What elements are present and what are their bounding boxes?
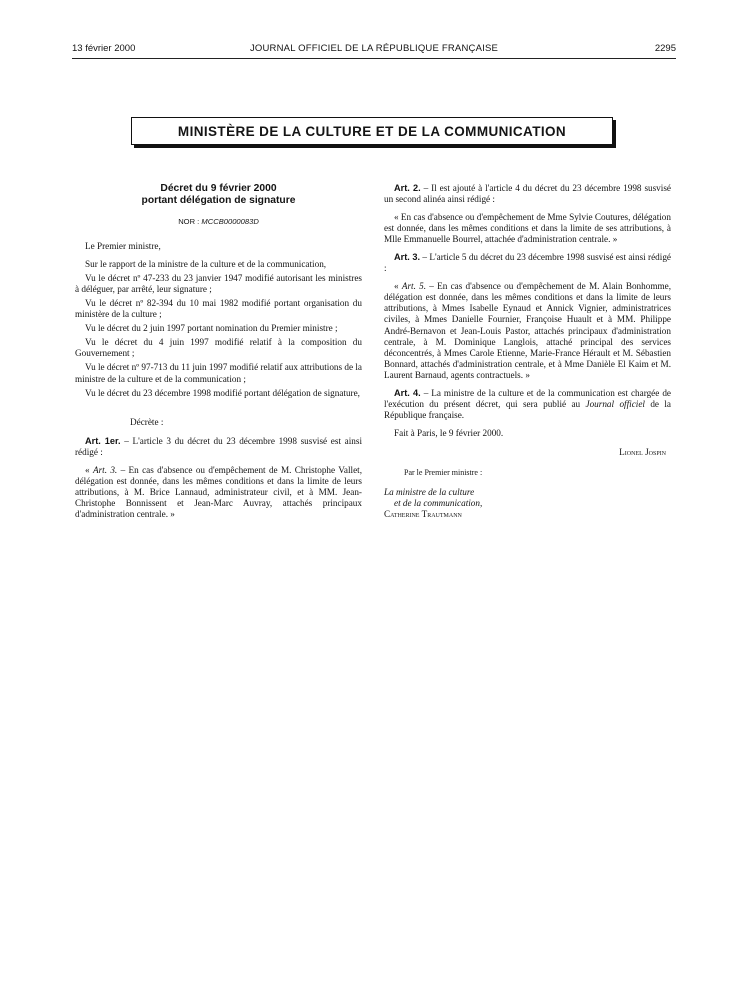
header-date: 13 février 2000 [72,43,136,54]
visa-item: Vu le décret nº 97-713 du 11 juin 1997 modifié relatif aux attributions de la ministre de la culture et de la communication ; [75,362,363,384]
intro-text: Le Premier ministre, [85,241,161,252]
right-column [384,183,671,520]
nor-label: NOR : [178,217,202,226]
article-2 [384,183,671,205]
decree-title-line2: portant délégation de signature [141,195,296,206]
article-3-label: Art. 3. [394,252,421,263]
quote-open: « [85,464,93,475]
decree-title [75,183,362,207]
header-rule [72,58,676,59]
left-column [75,183,362,520]
visa-item: Vu le décret du 23 décembre 1998 modifié portant délégation de signature, [85,387,360,398]
article-4-text: – La ministre de la culture et de la communication est chargée de l'exécution du présent décret, qui sera publié au [384,387,671,409]
quote-text: – En cas d'absence ou d'empêchement de M. Christophe Vallet, délégation est donnée, dans les mêmes conditions et dans la limite de leurs attributions, à M. Brice Lannaud, administrateur civil, et à MM. Jean-Christophe Bonnissent et Jean-Marc Auvray, attachés principaux d'administration centrale. » [75,464,363,519]
ministry-heading: MINISTÈRE DE LA CULTURE ET DE LA COMMUNICATION [131,117,613,145]
quote-open: « [394,281,402,292]
article-4-label: Art. 4. [394,387,421,398]
nor-reference [75,216,362,227]
decree-title-line1: Décret du 9 février 2000 [160,183,277,194]
minister-name: Catherine Trautmann [384,509,462,520]
article-3-text: – L'article 5 du décret du 23 décembre 1998 susvisé est ainsi rédigé : [384,252,671,274]
minister-title-line2: et de la communication, [394,498,483,509]
article-4-text-end: de la République française. [384,398,672,420]
minister-title-line1: La ministre de la culture [384,487,475,498]
visa-item: Vu le décret du 2 juin 1997 portant nomination du Premier ministre ; [85,323,338,334]
visa-item: Vu le décret nº 82-394 du 10 mai 1982 modifié portant organisation du ministère de la culture ; [75,298,362,320]
page-header [72,43,676,57]
visa-item: Vu le décret du 4 juin 1997 modifié relatif à la composition du Gouvernement ; [75,337,362,359]
article-2-quote: « En cas d'absence ou d'empêchement de Mme Sylvie Coutures, délégation est donnée, dans les mêmes conditions et dans la limite de ses attributions, à Mlle Emmanuelle Bourrel, attachée d'administration centrale. » [384,212,671,245]
article-3 [384,252,671,274]
article-1-quote [75,465,362,520]
visa-item: Sur le rapport de la ministre de la culture et de la communication, [85,259,327,270]
signatory-name: Lionel Jospin [619,446,666,457]
done-at: Fait à Paris, le 9 février 2000. [394,427,504,438]
quote-text: – En cas d'absence ou d'empêchement de M. Alain Bonhomme, délégation est donnée, dans les mêmes conditions et dans la limite de leurs attributions, à Mmes Isabelle Eynaud et Annick Vignier, administratrices civiles, à Mmes Danielle Fournier, Françoise Huault et à MM. Philippe André-Bernavon et Jean-Louis Pastor, attachés principaux d'administration centrale, à M. Dominique Langlois, attaché principal des services déconcentrés, à Mmes Carole Etienne, Marie-France Hérault et M. Sébastien Bonnard, attachés d'administration centrale, et à Mme Danièle El Kaim et M. Laurent Barnaud, agents contractuels. » [384,281,671,380]
article-1 [75,436,362,458]
nor-code: MCCB0000083D [201,217,259,226]
article-2-label: Art. 2. [394,183,421,193]
article-1-label: Art. 1er. [85,435,121,446]
article-2-text: – Il est ajouté à l'article 4 du décret du 23 décembre 1998 susvisé un second alinéa ainsi rédigé : [384,183,671,205]
article-4 [384,388,671,421]
minister-signature [384,487,671,520]
header-page-number: 2295 [654,43,676,54]
by-prime-minister: Par le Premier ministre : [404,467,483,477]
journal-officiel-ref: Journal officiel [585,398,645,409]
article-1-text: – L'article 3 du décret du 23 décembre 1998 susvisé est ainsi rédigé : [75,435,362,457]
article-3-quote [384,281,671,380]
quote-article-ref: Art. 5. [401,281,427,292]
visa-item: Vu le décret nº 47-233 du 23 janvier 1947 modifié autorisant les ministres à déléguer, par arrêté, leur signature ; [75,273,362,295]
header-journal-title: JOURNAL OFFICIEL DE LA RÉPUBLIQUE FRANÇAISE [249,43,499,54]
decrete-heading: Décrète : [130,416,164,427]
quote-article-ref: Art. 3. [92,464,118,475]
